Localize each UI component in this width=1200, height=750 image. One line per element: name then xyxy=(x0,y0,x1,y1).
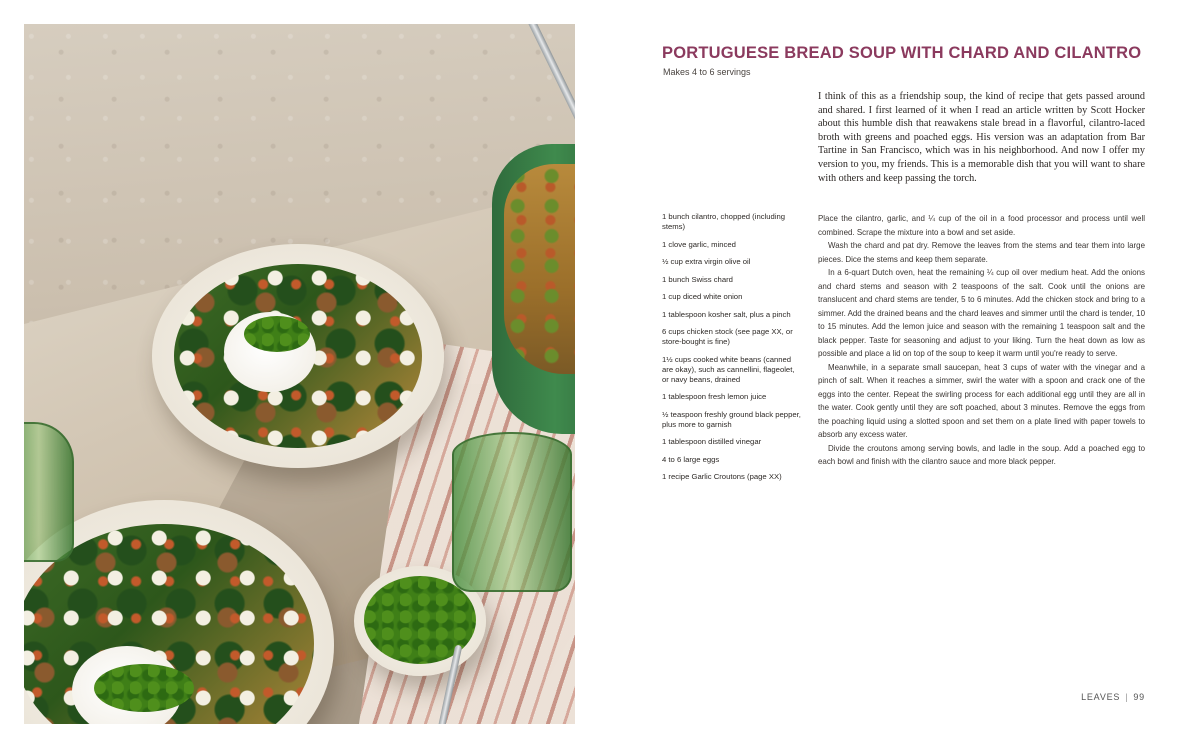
footer-separator: | xyxy=(1125,692,1129,702)
ingredient-item: 1 clove garlic, minced xyxy=(662,239,736,249)
method-step: Meanwhile, in a separate small saucepan, heat 3 cups of water with the vinegar and a pinch of salt. When it reaches a simmer, swirl the water with a spoon and crack one of the eggs into the center. Repeat the swirling process for each additional egg until they are all in the water. Cook gently until they are soft poached, about 3 minutes. Remove the eggs from the poaching liquid using a slotted spoon and set them on a plate lined with paper towels to absorb any excess water. xyxy=(818,362,1145,439)
method-step: Divide the croutons among serving bowls, and ladle in the soup. Add a poached egg to each bowl and finish with the cilantro sauce and more black pepper. xyxy=(818,443,1145,466)
recipe-yield: Makes 4 to 6 servings xyxy=(663,67,751,77)
ingredient-item: 6 cups chicken stock (see page XX, or store-bought is fine) xyxy=(662,327,793,347)
page-number: 99 xyxy=(1133,692,1145,702)
ingredient-item: ½ teaspoon freshly ground black pepper, plus more to garnish xyxy=(662,409,801,429)
ingredient-item: 1 tablespoon distilled vinegar xyxy=(662,437,762,447)
method-step: In a 6-quart Dutch oven, heat the remaining ¼ cup oil over medium heat. Add the onions and chard stems and season with 2 teaspoons of the salt. Cook until the onions are translucent and chard stems are tender, 5 to 6 minutes. Add the chicken stock and bring to a simmer. Add the drained beans and the chard leaves and simmer until the chard is tender, 10 to 15 minutes. Add the lemon juice and season with the remaining 1 teaspoon salt and the black pepper. Taste for seasoning and adjust to your liking. Turn the heat down as low as possible and place a lid on top of the soup to keep it warm until you're ready to serve. xyxy=(818,268,1145,358)
pot-soup xyxy=(504,164,575,374)
ingredient-item: 1 bunch Swiss chard xyxy=(662,274,733,284)
recipe-title: PORTUGUESE BREAD SOUP WITH CHARD AND CILANTRO xyxy=(662,44,1142,62)
ingredient-item: ½ cup extra virgin olive oil xyxy=(662,257,751,267)
ingredient-item: 4 to 6 large eggs xyxy=(662,454,720,464)
ingredient-item: 1½ cups cooked white beans (canned are okay), such as cannellini, flageolet, or navy beans, drained xyxy=(662,354,795,384)
ingredient-item: 1 tablespoon kosher salt, plus a pinch xyxy=(662,309,791,319)
ingredient-item: 1 cup diced white onion xyxy=(662,292,743,302)
method-step: Wash the chard and pat dry. Remove the leaves from the stems and tear them into large pieces. Dice the stems and keep them separate. xyxy=(818,241,1145,264)
ingredient-list xyxy=(662,212,802,490)
page-footer xyxy=(1081,692,1145,702)
ingredient-item: 1 tablespoon fresh lemon juice xyxy=(662,392,767,402)
green-glass-left xyxy=(24,422,74,562)
green-glass-right xyxy=(452,432,572,592)
cilantro-sauce-front xyxy=(94,664,194,712)
recipe-photo xyxy=(24,24,575,724)
ingredient-item: 1 bunch cilantro, chopped (including stems) xyxy=(662,212,786,232)
ingredient-item: 1 recipe Garlic Croutons (page XX) xyxy=(662,472,782,482)
method-step: Place the cilantro, garlic, and ¼ cup of the oil in a food processor and process until well combined. Scrape the mixture into a bowl and set aside. xyxy=(818,214,1145,237)
method-text xyxy=(818,212,1145,469)
section-name: LEAVES xyxy=(1081,692,1121,702)
recipe-intro: I think of this as a friendship soup, the kind of recipe that gets passed around and shared. I first learned of it when I read an article written by Scott Hocker about this humble dish that reawakens stale bread in a flavorful, cilantro-laced broth with greens and poached eggs. His version was an adaptation from Bar Tartine in San Francisco, which was in his neighborhood. And now I offer my version to you, my friends. This is a memorable dish that you will want to share with others and keep passing the torch. xyxy=(818,91,1145,184)
cilantro-sauce-back xyxy=(244,316,310,352)
